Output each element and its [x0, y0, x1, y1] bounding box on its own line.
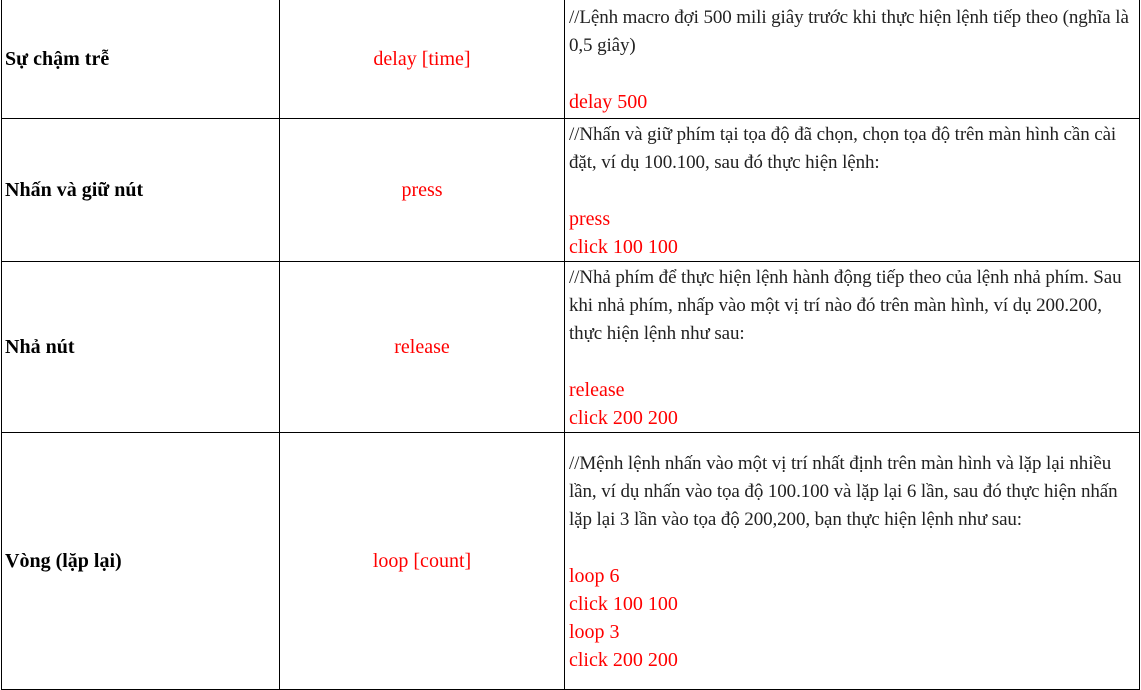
table-row [2, 119, 1140, 262]
command-description-cell [565, 0, 1140, 119]
command-description: //Mệnh lệnh nhấn vào một vị trí nhất định trên màn hình và lặp lại nhiều lần, ví dụ nhấn vào tọa độ 100.100 và lặp lại 6 lần, sau đó thực hiện nhấn lặp lại 3 lần vào tọa độ 200,200, bạn thực hiện lệnh như sau: [569, 453, 1118, 530]
table-row [2, 262, 1140, 433]
command-name: Vòng (lặp lại) [2, 433, 280, 690]
spacer [569, 177, 1133, 205]
code-line: release [569, 379, 625, 401]
table-row [2, 433, 1140, 690]
command-syntax: press [280, 119, 565, 262]
command-description: //Nhả phím để thực hiện lệnh hành động tiếp theo của lệnh nhả phím. Sau khi nhả phím, nhấp vào một vị trí nào đó trên màn hình, ví dụ 200.200, thực hiện lệnh như sau: [569, 267, 1122, 344]
code-line: click 100 100 [569, 593, 678, 615]
spacer [569, 534, 1133, 562]
spacer [569, 348, 1133, 376]
command-description: //Nhấn và giữ phím tại tọa độ đã chọn, chọn tọa độ trên màn hình cần cài đặt, ví dụ 100.100, sau đó thực hiện lệnh: [569, 124, 1117, 173]
code-line: delay 500 [569, 91, 648, 113]
code-line: press [569, 208, 611, 230]
command-name: Nhả nút [2, 262, 280, 433]
command-description-cell [565, 433, 1140, 690]
code-line: loop 3 [569, 621, 620, 643]
spacer [569, 60, 1133, 88]
code-line: loop 6 [569, 565, 620, 587]
code-line: click 200 200 [569, 407, 678, 429]
macro-command-table [1, 0, 1140, 690]
command-description-cell [565, 119, 1140, 262]
table-row [2, 0, 1140, 119]
command-description-cell [565, 262, 1140, 433]
command-syntax: delay [time] [280, 0, 565, 119]
command-name: Nhấn và giữ nút [2, 119, 280, 262]
code-line: click 100 100 [569, 236, 678, 258]
command-syntax: loop [count] [280, 433, 565, 690]
command-syntax: release [280, 262, 565, 433]
code-line: click 200 200 [569, 649, 678, 671]
command-name: Sự chậm trễ [2, 0, 280, 119]
command-description: //Lệnh macro đợi 500 mili giây trước khi thực hiện lệnh tiếp theo (nghĩa là 0,5 giây) [569, 7, 1129, 56]
